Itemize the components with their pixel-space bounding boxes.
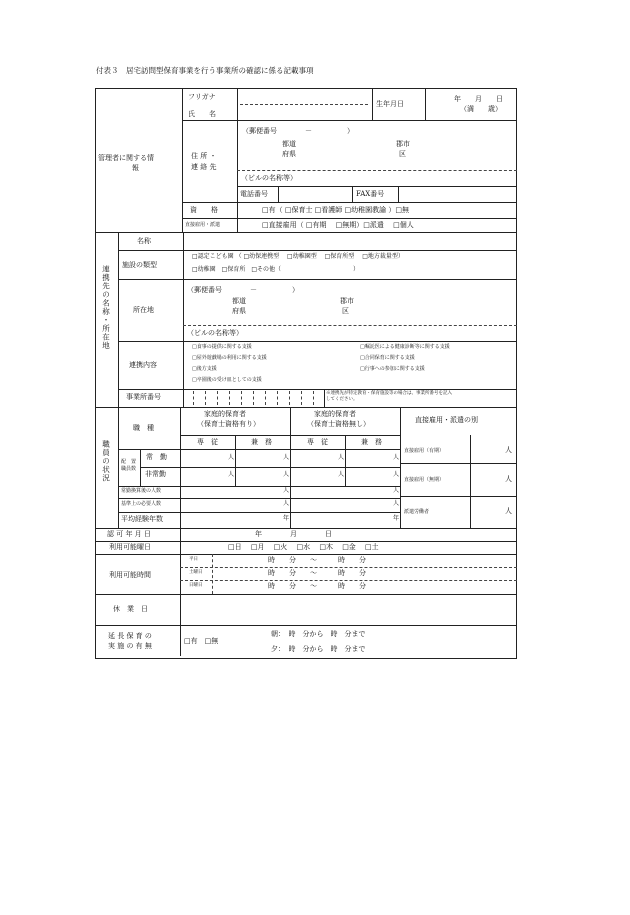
content-item[interactable]: □屋外遊戯場の利用に関する支援: [192, 355, 267, 361]
facility-type-label: 施設の類型: [122, 261, 157, 269]
fulltime-label: 常 勤: [146, 453, 167, 461]
manager-section-label: 管理者に関する情: [98, 154, 154, 162]
sunday-hours[interactable]: 時 分 〜 時 分: [268, 582, 366, 590]
approval-label: 認 可 年 月 日: [107, 530, 151, 538]
age-value: （満 歳）: [460, 105, 502, 113]
partner-name-label: 名称: [137, 237, 151, 245]
partner-name-field[interactable]: [186, 235, 514, 247]
col3-header: 直接雇用・派遣の別: [415, 416, 478, 424]
extended-morning[interactable]: 朝： 時 分から 時 分まで: [271, 630, 366, 638]
extended-options[interactable]: □有 □無: [184, 637, 219, 645]
manager-postal: （郵便番号 － ）: [242, 127, 354, 135]
saturday-label: 土曜日: [189, 570, 203, 575]
weekday-hours[interactable]: 時 分 〜 時 分: [268, 556, 366, 564]
employ-options[interactable]: □直接雇用（ □有期 □無期）□派遣 □個人: [262, 221, 414, 229]
name-label: 氏 名: [188, 110, 216, 118]
experience-label: 平均経験年数: [121, 515, 163, 523]
direct-unfixed-label: 直接雇用（無期）: [404, 477, 445, 483]
hours-label: 利用可能時間: [109, 571, 151, 579]
approval-date: 年 月 日: [255, 530, 332, 538]
extended-label: 延 長 保 育 の: [108, 632, 152, 640]
qualification-label: 資 格: [190, 206, 218, 214]
content-item[interactable]: □合同保育に関する支援: [360, 355, 415, 361]
name-field[interactable]: [240, 98, 368, 118]
employ-label: 直接雇用・派遣: [185, 222, 221, 228]
content-item[interactable]: □食事の提供に関する支援: [192, 344, 252, 350]
parttime-label: 非常勤: [145, 470, 166, 478]
full-label: 専 従: [197, 438, 218, 446]
partner-building: （ビルの名称等）: [187, 329, 243, 337]
birth-label: 生年月日: [376, 100, 404, 108]
fax-label: FAX番号: [356, 190, 385, 198]
office-number-label: 事業所番号: [126, 393, 161, 401]
holiday-label: 休 業 日: [113, 605, 148, 613]
partner-postal: （郵便番号 － ）: [187, 286, 299, 294]
holiday-field[interactable]: [184, 597, 514, 621]
content-label: 連携内容: [129, 361, 157, 369]
placed-staff-label: 配 置: [121, 459, 137, 465]
sunday-label: 日曜日: [189, 583, 203, 588]
phone-field[interactable]: [280, 188, 350, 200]
fax-field[interactable]: [400, 188, 514, 200]
birth-date: 年 月 日: [454, 95, 503, 103]
col1-header: 家庭的保育者: [204, 410, 246, 418]
weekday-label: 平日: [189, 557, 198, 562]
required-label: 基準上の必要人数: [121, 501, 162, 507]
address-label: 住 所 ・: [191, 152, 217, 160]
manager-building: （ビルの名称等）: [241, 174, 297, 182]
converted-label: 常勤換算後の人数: [121, 488, 162, 494]
part-label: 兼 務: [251, 438, 272, 446]
dispatch-label: 派遣労働者: [404, 509, 430, 515]
facility-type-line2[interactable]: □幼稚園 □保育所 □その他（ ）: [192, 266, 360, 273]
content-item[interactable]: □嘱託医による健康診断等に関する支援: [360, 344, 450, 350]
part-label: 兼 務: [361, 438, 382, 446]
phone-label: 電話番号: [240, 190, 268, 198]
full-label: 専 従: [307, 438, 328, 446]
days-label: 利用可能曜日: [109, 543, 151, 551]
job-type-label: 職 種: [133, 424, 154, 432]
extended-evening[interactable]: 夕： 時 分から 時 分まで: [271, 645, 366, 653]
furigana-label: フリガナ: [188, 93, 216, 101]
location-label: 所在地: [133, 306, 154, 314]
qualification-options[interactable]: □有（ □保育士 □看護師 □幼稚園教諭 ）□無: [262, 206, 409, 214]
content-item[interactable]: □後方支援: [192, 366, 217, 372]
content-item[interactable]: □卒園後の受け皿としての支援: [192, 377, 262, 383]
content-item[interactable]: □行事への参加に関する支援: [360, 366, 425, 372]
col2-header: 家庭的保育者: [314, 410, 356, 418]
office-number-note: ※連携先が特定教育・保育施設等の場合は、事業所番号を記入: [326, 391, 452, 396]
facility-type-line1[interactable]: □認定こども園 （ □幼保連携型 □幼稚園型 □保育所型 □地方裁量型）: [192, 253, 404, 260]
staff-section-label: 職員の状況: [101, 440, 111, 483]
partner-section-label: 連携先の名称・所在地: [101, 265, 111, 350]
saturday-hours[interactable]: 時 分 〜 時 分: [268, 569, 366, 577]
days-options[interactable]: □日 □月 □火 □水 □木 □金 □土: [228, 543, 379, 551]
direct-fixed-label: 直接雇用（有期）: [404, 448, 445, 454]
page-title: 付表３ 居宅訪問型保育事業を行う事業所の確認に係る記載事項: [96, 66, 314, 75]
